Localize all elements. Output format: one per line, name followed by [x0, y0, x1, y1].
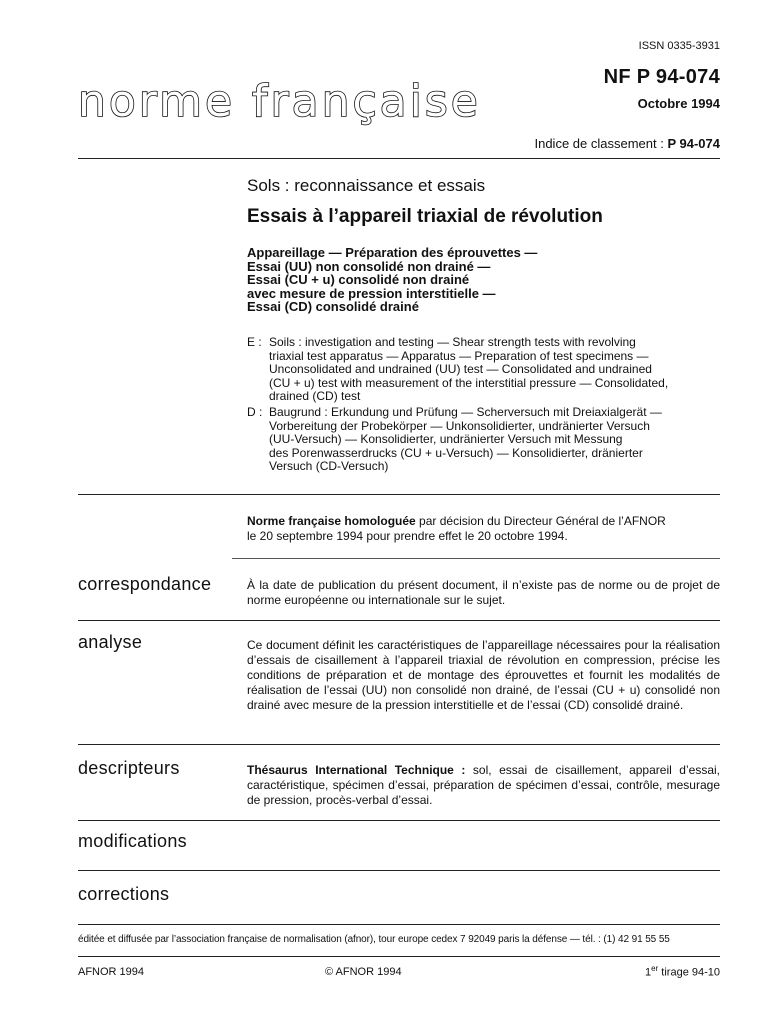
section-text-correspondance: À la date de publication du présent document, il n’existe pas de norme ou de projet de norme européenne ou internationale sur le sujet. [247, 578, 720, 607]
standard-date: Octobre 1994 [637, 96, 720, 111]
publisher-address: éditée et diffusée par l’association française de normalisation (afnor), tour europe cedex 7 92049 paris la défense — tél. : (1) 42 91 55 55 [78, 934, 670, 945]
divider-after-analyse [78, 744, 720, 745]
document-subtitle [247, 246, 537, 314]
section-label-modifications: modifications [78, 831, 187, 851]
subtitle-line: Essai (CD) consolidé drainé [247, 299, 419, 314]
german-label: D : [247, 405, 263, 419]
divider-after-correspondance [78, 620, 720, 621]
indice-value: P 94-074 [667, 136, 720, 151]
section-label-corrections: corrections [78, 884, 170, 904]
german-line: Vorbereitung der Probekörper — Unkonsolidierter, undränierter Versuch [269, 418, 650, 433]
descripteurs-keywords: sol, essai de cisaillement, appareil d’essai, caractéristique, spécimen d’essai, préparation de spécimen d’essai, contrôle, mesurage de pression, procès-verbal d’essai. [247, 763, 720, 807]
german-line: Versuch (CD-Versuch) [269, 459, 389, 473]
subtitle-line: avec mesure de pression interstitielle — [247, 285, 496, 301]
english-line: drained (CD) test [269, 389, 361, 403]
english-label: E : [247, 335, 262, 349]
indice-label: Indice de classement : [534, 136, 664, 151]
print-run-number: 1 [644, 966, 652, 979]
german-line: Baugrund : Erkundung und Prüfung — Scherversuch mit Dreiaxialgerät — [269, 405, 662, 419]
english-line: Soils : investigation and testing — Shear strength tests with revolving [269, 335, 636, 349]
print-run-ordinal: er [651, 964, 659, 973]
section-text-descripteurs [247, 763, 720, 808]
divider-after-corrections [78, 924, 720, 925]
section-label-analyse: analyse [78, 632, 143, 652]
footer-print-run [645, 964, 720, 979]
header-divider [78, 158, 720, 159]
descripteurs-thesaurus: Thésaurus International Technique : [247, 763, 466, 777]
homologation-text: par décision du Directeur Général de l’AFNOR [415, 514, 666, 528]
subtitle-line: Essai (CU + u) consolidé non drainé [247, 272, 470, 287]
subtitle-line: Appareillage — Préparation des éprouvettes — [247, 245, 538, 260]
section-text-analyse: Ce document définit les caractéristiques de l’appareillage nécessaires pour la réalisation d’essais de cisaillement à l’appareil triaxial de révolution en compression, précise les conditions de préparation et de montage des éprouvettes et fournit les modalités de réalisation de l’essai (UU) non consolidé non drainé, de l’essai (CU + u) consolidé non drainé avec mesure de la pression interstitielle et de l’essai (CD) consolidé drainé. [247, 638, 720, 712]
homologation-notice [247, 514, 666, 544]
document-subject: Sols : reconnaissance et essais [247, 176, 486, 195]
footer-copyright-left: AFNOR 1994 [78, 966, 145, 978]
english-line: triaxial test apparatus — Apparatus — Preparation of test specimens — [269, 348, 649, 363]
divider-after-homologation [232, 558, 720, 559]
footer-copyright: © AFNOR 1994 [325, 966, 402, 978]
german-line: (UU-Versuch) — Konsolidierter, undränierter Versuch mit Messung [269, 432, 623, 446]
document-title: Essais à l’appareil triaxial de révolution [247, 206, 603, 227]
divider-after-modifications [78, 870, 720, 871]
section-label-descripteurs: descripteurs [78, 758, 180, 778]
standard-code: NF P 94-074 [603, 66, 720, 88]
footer-divider [78, 956, 720, 957]
section-label-correspondance: correspondance [78, 574, 212, 594]
german-title [247, 406, 717, 474]
english-line: Unconsolidated and undrained (UU) test — Consolidated and undrained [269, 362, 652, 376]
divider-after-descripteurs [78, 820, 720, 821]
norme-francaise-logo: norme française [78, 76, 481, 127]
issn-number: ISSN 0335-3931 [638, 40, 720, 52]
divider-after-translations [78, 494, 720, 495]
homologation-date-line: le 20 septembre 1994 pour prendre effet le 20 octobre 1994. [247, 529, 568, 543]
print-run-text: tirage 94-10 [658, 966, 720, 979]
german-line: des Porenwasserdrucks (CU + u-Versuch) — Konsolidierter, dränierter [269, 445, 643, 460]
english-line: (CU + u) test with measurement of the interstitial pressure — Consolidated, [269, 375, 669, 390]
homologation-bold: Norme française homologuée [247, 514, 416, 528]
english-title [247, 336, 717, 404]
subtitle-line: Essai (UU) non consolidé non drainé — [247, 258, 491, 274]
indice-de-classement [534, 136, 720, 151]
